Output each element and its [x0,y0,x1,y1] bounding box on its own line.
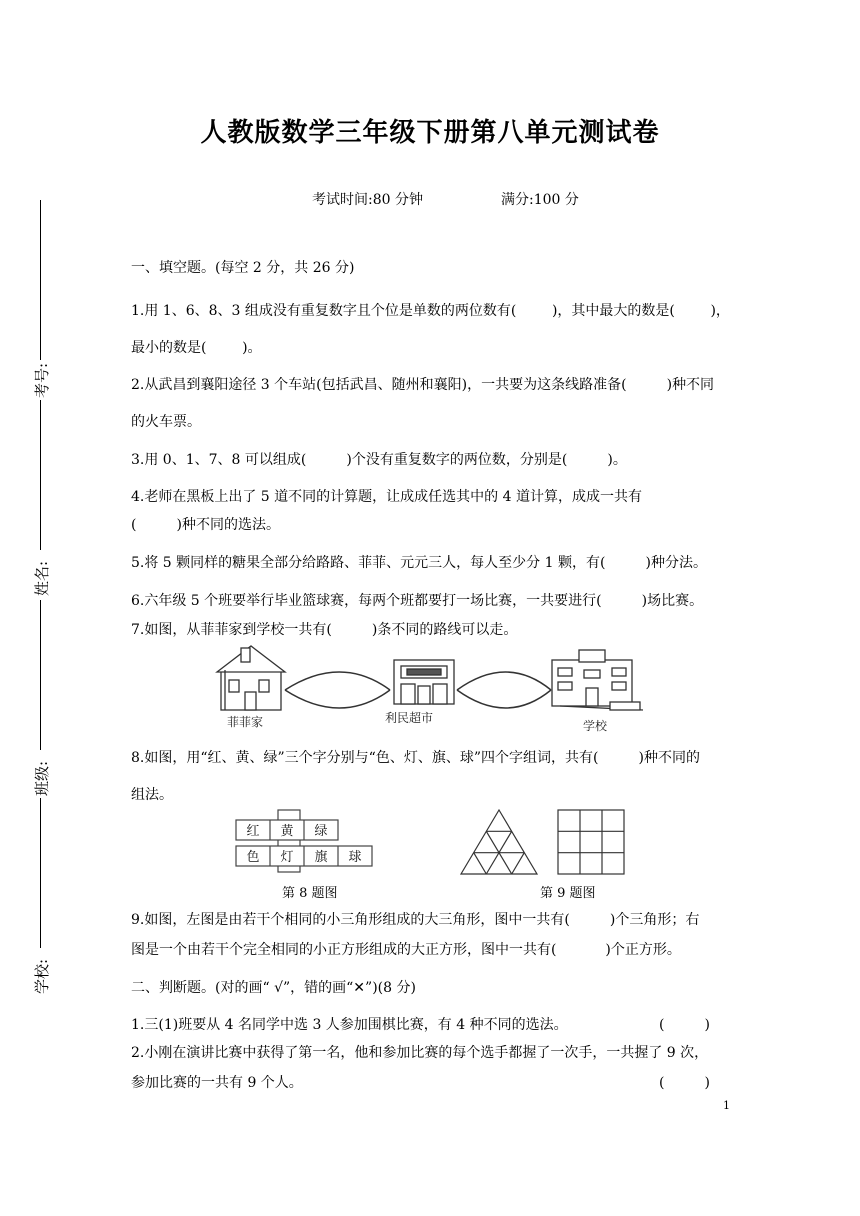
question-8 [131,748,733,808]
word-flag: 旗 [314,850,328,865]
full-score: 满分:100 分 [501,192,579,208]
question-2-line-1: 2.从武昌到襄阳途径 3 个车站(包括武昌、随州和襄阳)，一共要为这条线路准备( )种不同 [131,377,715,393]
word-green: 绿 [314,824,328,839]
question-9-line-2: 图是一个由若干个完全相同的小正方形组成的大正方形，图中一共有( )个正方形。 [131,942,681,958]
question-2-line-2: 的火车票。 [131,414,201,430]
judgment-1-blank[interactable]: ( ) [659,1017,710,1033]
market-label: 利民超市 [385,711,434,725]
margin-line-1 [40,200,41,360]
word-yellow: 黄 [280,824,294,839]
question-1 [131,301,733,361]
question-7-line-1: 7.如图，从菲菲家到学校一共有( )条不同的路线可以走。 [131,622,518,638]
side-label-class: 班级: [33,760,52,797]
figure-8-caption: 第 8 题图 [282,886,338,901]
supermarket-icon [394,660,454,704]
question-1-line-1: 1.用 1、6、8、3 组成没有重复数字且个位是单数的两位数有( )，其中最大的数是( )， [131,303,730,319]
question-4-line-1: 4.老师在黑板上出了 5 道不同的计算题，让成成任选其中的 4 道计算，成成一共有 [131,489,642,505]
school-icon [552,650,643,710]
square-grid-figure [556,808,626,876]
judgment-2-blank[interactable]: ( ) [659,1075,710,1091]
margin-line-2 [40,400,41,550]
route-lines-2 [457,672,551,708]
section-fill-in-heading: 一、填空题。(每空 2 分，共 26 分) [131,260,355,276]
question-4 [131,487,733,537]
exam-time: 考试时间:80 分钟 [312,192,423,208]
judgment-2-line-1: 2.小刚在演讲比赛中获得了第一名，他和参加比赛的每个选手都握了一次手，一共握了 9 次， [131,1045,709,1061]
section-true-false-heading: 二、判断题。(对的画“ √”，错的画“✕”)(8 分) [131,980,416,996]
page-number: 1 [723,1099,730,1112]
house-icon [217,646,285,710]
judgment-2-line-2: 参加比赛的一共有 9 个人。 [131,1075,303,1091]
question-9 [131,910,733,960]
side-label-name: 姓名: [33,560,52,597]
margin-line-4 [40,798,41,948]
question-8-figure [232,808,382,878]
judgment-1-line-1: 1.三(1)班要从 4 名同学中选 3 人参加围棋比赛，有 4 种不同的选法。 [131,1017,568,1033]
route-illustration [215,640,645,740]
side-label-exam-number: 考号: [33,362,52,399]
side-label-school: 学校: [33,958,52,995]
question-9-line-1: 9.如图，左图是由若干个相同的小三角形组成的大三角形，图中一共有( )个三角形；右 [131,912,700,928]
margin-line-3 [40,600,41,750]
question-3-line-1: 3.用 0、1、7、8 可以组成( )个没有重复数字的两位数，分别是( )。 [131,452,627,468]
question-8-line-1: 8.如图，用“红、黄、绿”三个字分别与“色、灯、旗、球”四个字组词，共有( )种不同的 [131,750,700,766]
route-lines-1 [285,672,390,708]
word-color: 色 [246,850,260,865]
figure-9-caption: 第 9 题图 [540,886,596,901]
word-red: 红 [246,824,260,839]
judgment-2 [131,1043,733,1093]
page-title: 人教版数学三年级下册第八单元测试卷 [200,118,660,148]
question-6-line-1: 6.六年级 5 个班要举行毕业篮球赛，每两个班都要打一场比赛，一共要进行( )场比赛。 [131,593,704,609]
school-label: 学校 [583,719,608,733]
question-8-line-2: 组法。 [131,787,173,803]
home-label: 菲菲家 [227,715,264,729]
word-ball: 球 [348,850,362,865]
triangle-figure [459,808,539,876]
question-5-line-1: 5.将 5 颗同样的糖果全部分给路路、菲菲、元元三人，每人至少分 1 颗，有( )种分法。 [131,555,707,571]
question-2 [131,375,733,435]
word-lamp: 灯 [280,850,294,865]
question-1-line-2: 最小的数是( )。 [131,340,262,356]
question-4-line-2: ( )种不同的选法。 [131,517,280,533]
